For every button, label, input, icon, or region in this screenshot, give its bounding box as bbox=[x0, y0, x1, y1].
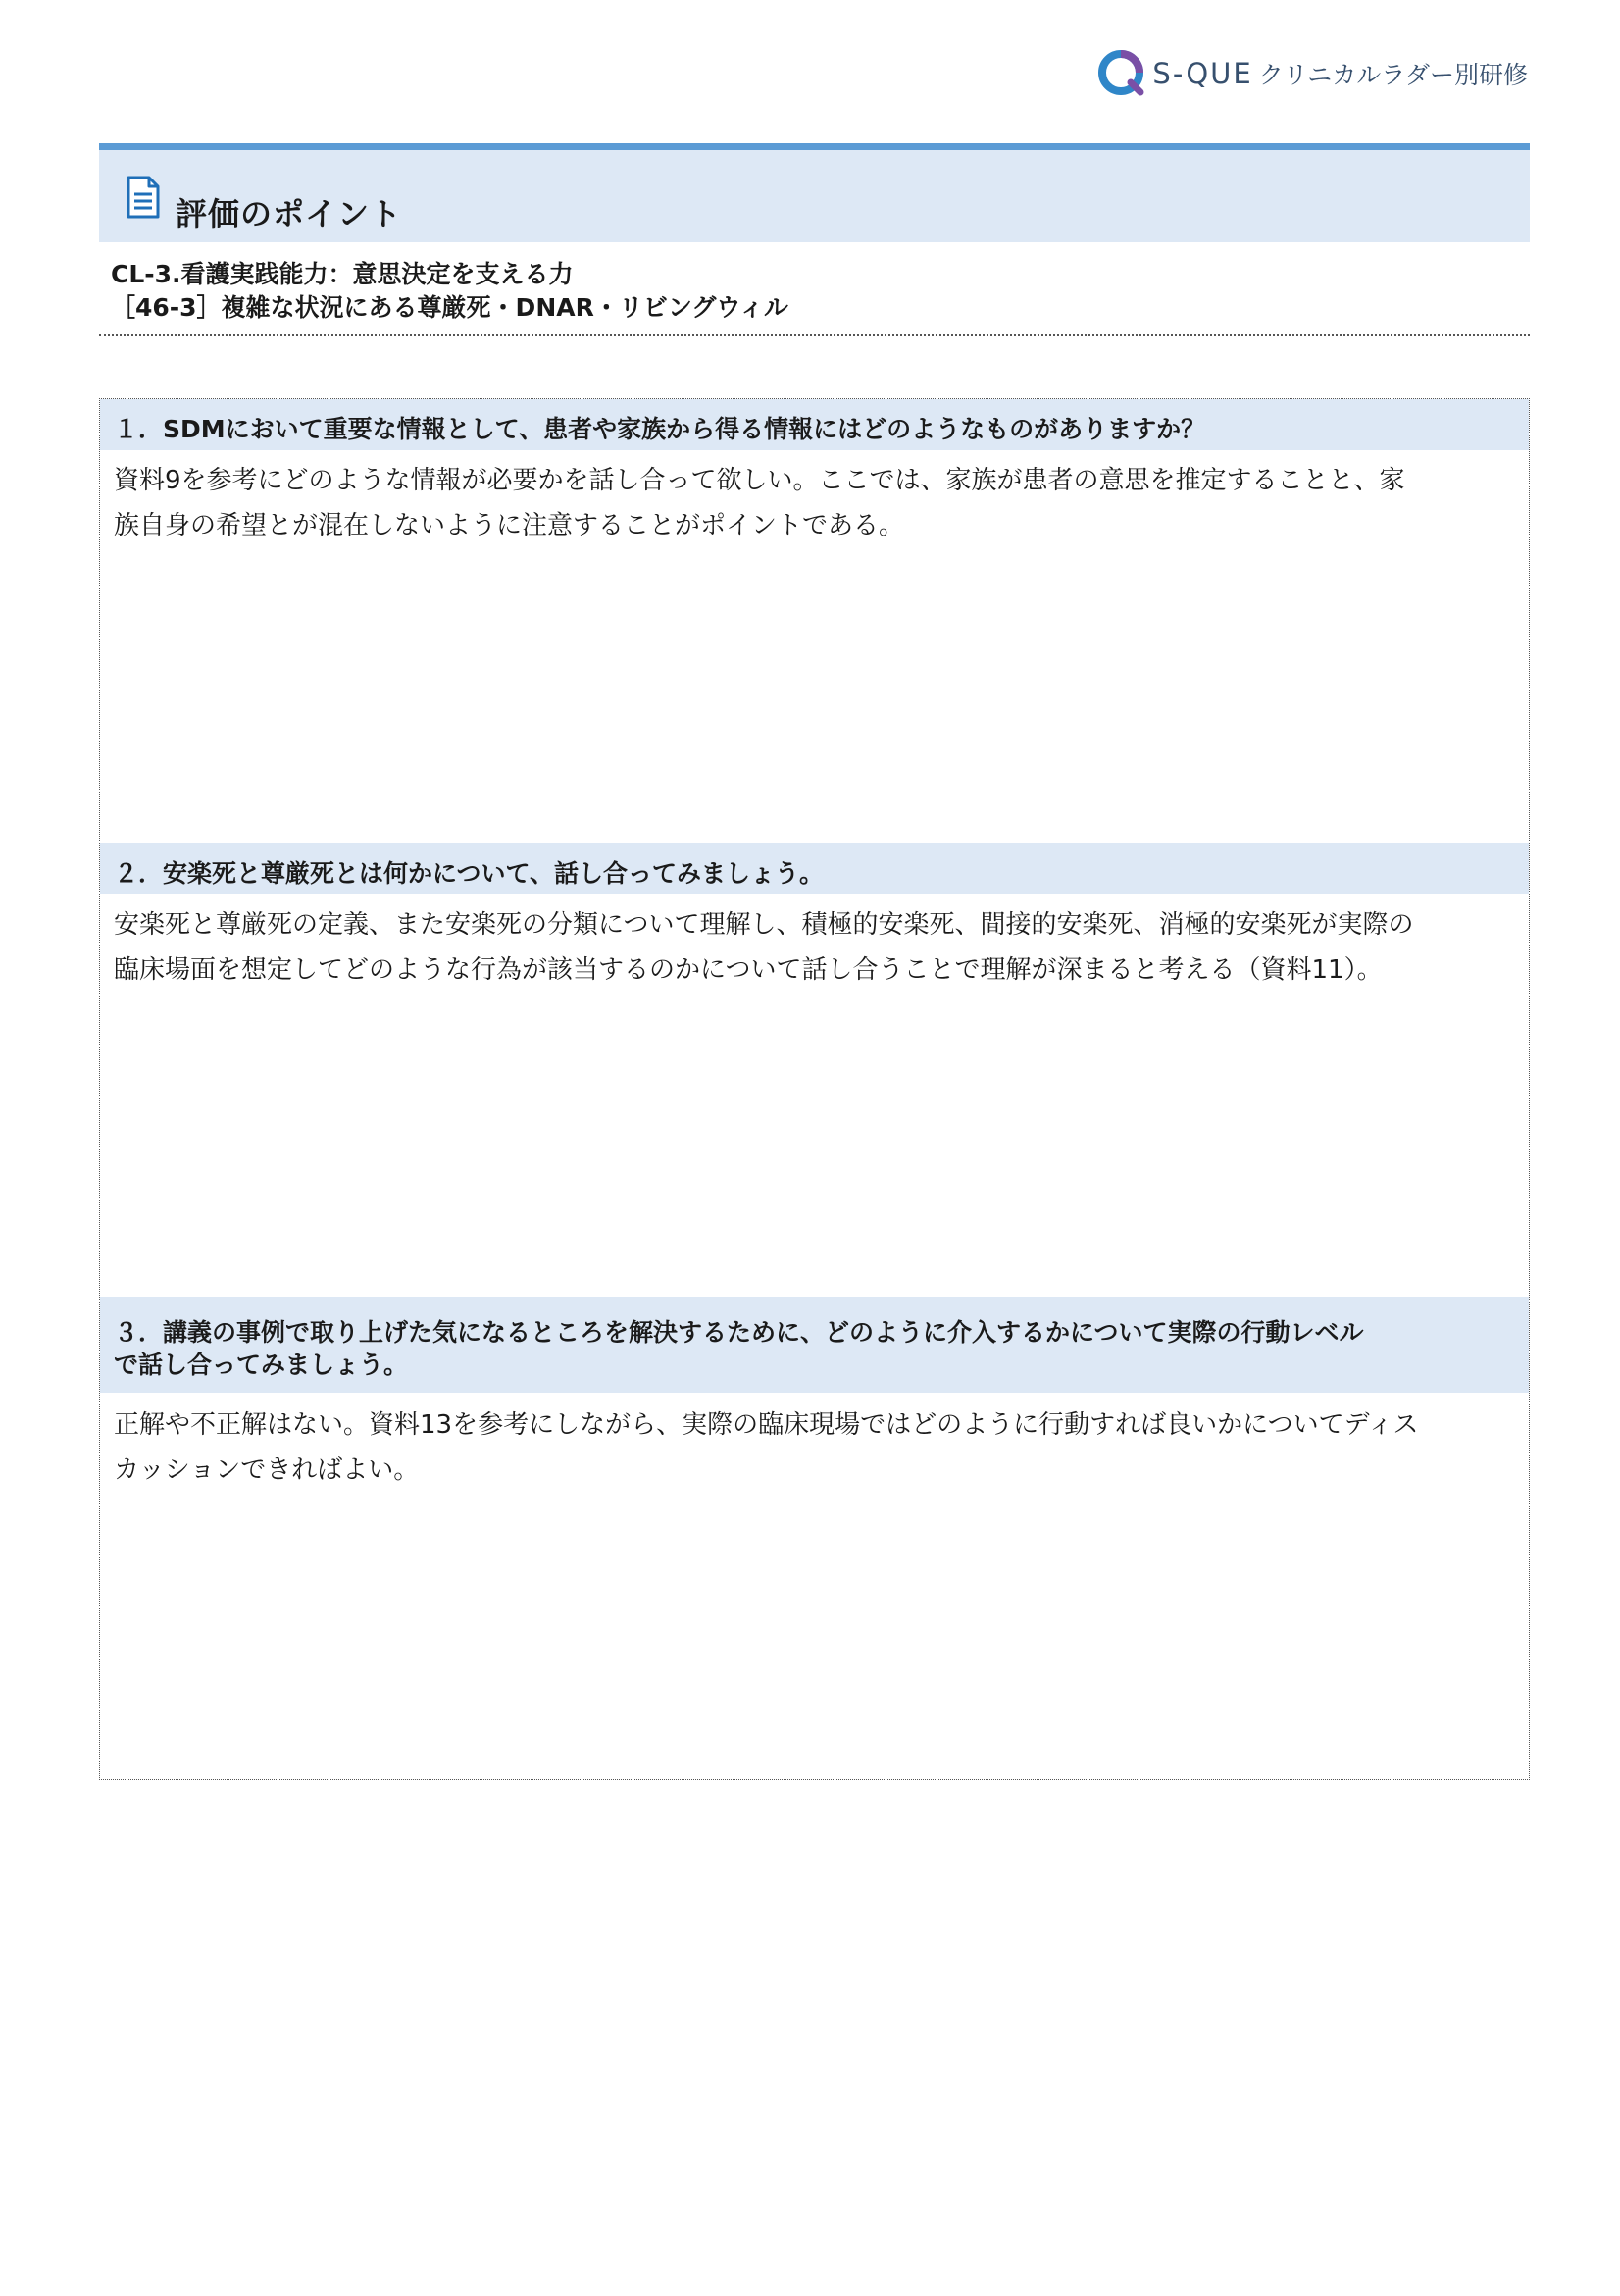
question-3 bbox=[100, 1297, 1529, 1393]
answer-3 bbox=[100, 1393, 1529, 1493]
course-code-line: CL-3.看護実践能力：意思決定を支える力 bbox=[111, 260, 574, 288]
section-2 bbox=[100, 843, 1529, 993]
section-3 bbox=[100, 1297, 1529, 1493]
question-2: ２．安楽死と尊厳死とは何かについて、話し合ってみましょう。 bbox=[100, 843, 1529, 894]
answer-line: 族自身の希望とが混在しないように注意することがポイントである。 bbox=[114, 511, 905, 540]
answer-line: 安楽死と尊厳死の定義、また安楽死の分類について理解し、積極的安楽死、間接的安楽死、消極的安楽死が実際の bbox=[114, 910, 1414, 940]
answer-line: 臨床場面を想定してどのような行為が該当するのかについて話し合うことで理解が深まると考える（資料11）。 bbox=[114, 955, 1383, 985]
question-line: で話し合ってみましょう。 bbox=[114, 1351, 409, 1379]
section-1 bbox=[100, 399, 1529, 548]
brand-name: S-QUE bbox=[1152, 57, 1253, 90]
document-icon bbox=[126, 176, 161, 219]
course-subheading bbox=[111, 258, 788, 325]
answer-line: カッションできればよい。 bbox=[114, 1455, 420, 1485]
s-que-logo-icon bbox=[1097, 49, 1146, 98]
page-title: 評価のポイント bbox=[176, 195, 403, 232]
answer-line: 正解や不正解はない。資料13を参考にしながら、実際の臨床現場ではどのように行動すれば良いかについてディス bbox=[114, 1410, 1419, 1440]
brand-logo-block bbox=[1097, 47, 1528, 100]
title-band bbox=[99, 143, 1530, 242]
dotted-divider bbox=[99, 334, 1530, 336]
brand-subtitle: クリニカルラダー別研修 bbox=[1258, 61, 1528, 89]
answer-2 bbox=[100, 894, 1529, 993]
question-1: １．SDMにおいて重要な情報として、患者や家族から得る情報にはどのようなものがありますか？ bbox=[100, 399, 1529, 450]
answer-line: 資料9を参考にどのような情報が必要かを話し合って欲しい。ここでは、家族が患者の意思を推定することと、家 bbox=[114, 466, 1405, 495]
evaluation-frame bbox=[99, 398, 1530, 1780]
question-line: ３．講義の事例で取り上げた気になるところを解決するために、どのように介入するかについて実際の行動レベル bbox=[114, 1318, 1364, 1347]
answer-1 bbox=[100, 450, 1529, 548]
course-topic-line: ［46-3］複雑な状況にある尊厳死・DNAR・リビングウィル bbox=[111, 293, 788, 322]
